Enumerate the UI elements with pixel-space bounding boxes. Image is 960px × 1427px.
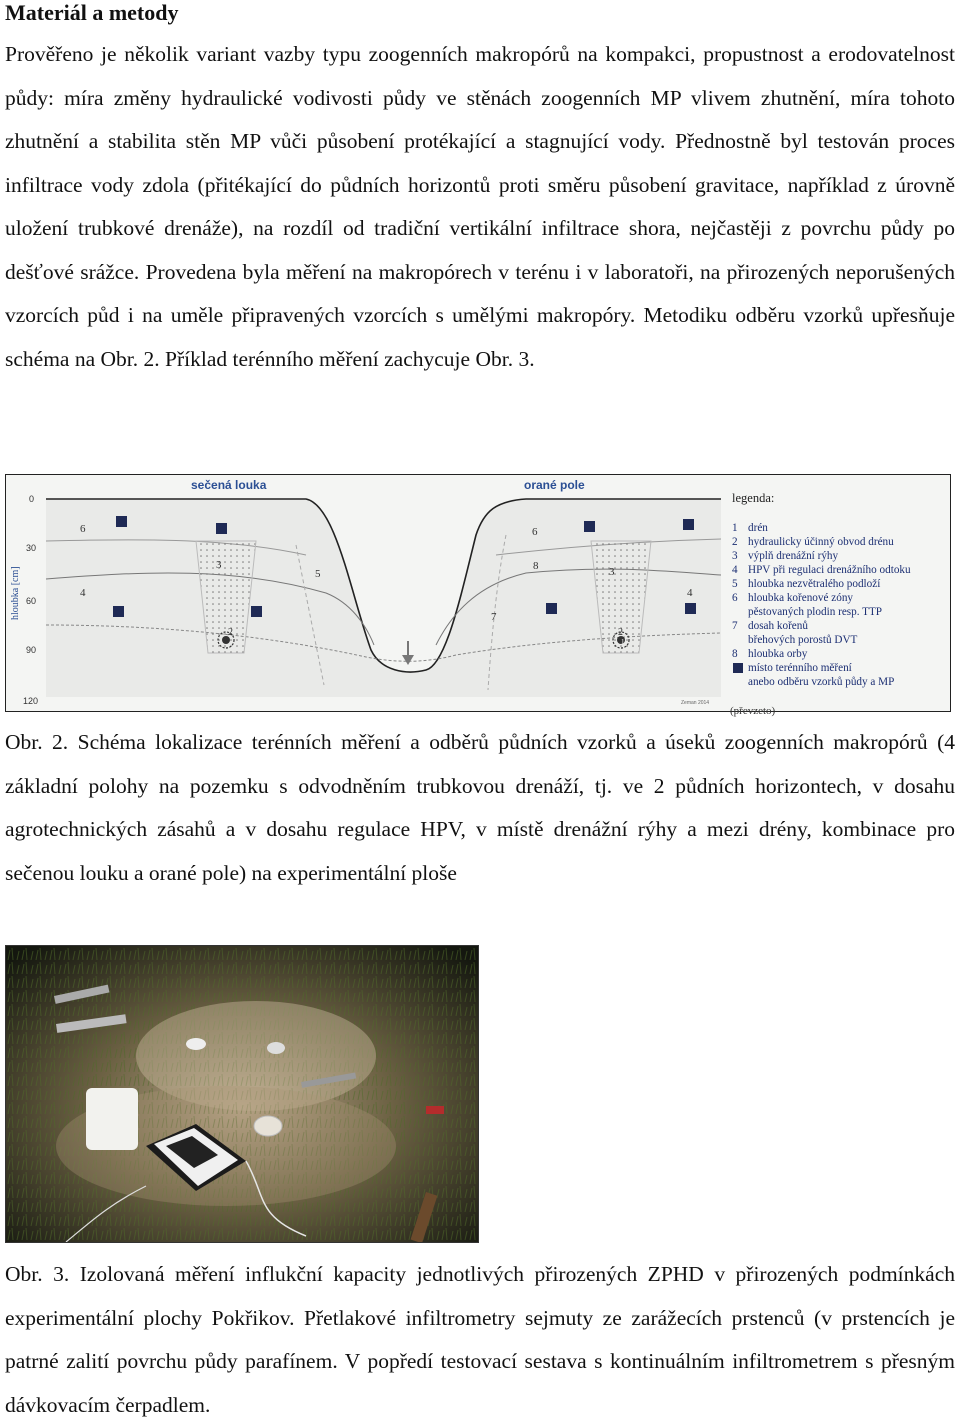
diagram-number: 6 xyxy=(532,526,538,538)
measurement-marker xyxy=(116,516,127,527)
legend-key: 6 xyxy=(732,592,738,604)
legend-text: anebo odběru vzorků půdy a MP xyxy=(748,676,895,688)
measurement-marker xyxy=(584,521,595,532)
legend-key: 4 xyxy=(732,564,738,576)
diagram-number: 2 xyxy=(618,627,623,638)
legend-text: břehových porostů DVT xyxy=(748,634,858,646)
legend-item xyxy=(732,633,958,647)
diagram-number: 7 xyxy=(491,611,497,623)
figure-2-diagram xyxy=(5,474,951,717)
legend-list xyxy=(732,521,958,689)
legend-marker-symbol xyxy=(733,663,743,673)
legend-key: 5 xyxy=(732,578,738,590)
legend-key: 1 xyxy=(732,522,738,534)
diagram-number: 1 xyxy=(621,638,625,646)
y-tick: 90 xyxy=(26,645,37,655)
legend-text: HPV při regulaci drenážního odtoku xyxy=(748,564,911,576)
diagram-number: 5 xyxy=(315,568,321,580)
label-mown-meadow: sečená louka xyxy=(191,478,267,492)
legend-key: 2 xyxy=(732,536,738,548)
measurement-marker xyxy=(113,606,124,617)
section-heading: Materiál a metody xyxy=(5,0,179,25)
y-tick: 60 xyxy=(26,596,37,606)
diagram-number: 4 xyxy=(80,587,86,599)
y-tick: 30 xyxy=(26,543,37,553)
legend-key: 7 xyxy=(732,620,738,632)
legend-item xyxy=(732,535,958,549)
diagram-number: 3 xyxy=(609,566,615,578)
measurement-marker xyxy=(251,606,262,617)
diagram-number: 4 xyxy=(687,587,693,599)
figure-2-caption: Obr. 2. Schéma lokalizace terénních měření a odběrů půdních vzorků a úseků zoogenních makropórů (4 základní polohy na pozemku s odvodněním trubkovou drenáží, tj. ve 2 půdních horizontech, v dosahu agrotechnických zásahů a v dosahu regulace HPV, v místě drenážní rýhy a mezi drény, kombinace pro sečenou louku a orané pole) na experimentální ploše xyxy=(5,730,955,885)
legend-text: dosah kořenů xyxy=(748,620,808,632)
legend-text: pěstovaných plodin resp. TTP xyxy=(748,606,883,618)
legend-item xyxy=(732,647,958,661)
label-ploughed-field: orané pole xyxy=(524,478,585,492)
legend-text: místo terénního měření xyxy=(748,662,852,674)
legend-item xyxy=(732,591,958,605)
diagram-number: 8 xyxy=(533,560,539,572)
legend-text: hloubka kořenové zóny xyxy=(748,592,854,604)
legend-item xyxy=(732,577,958,591)
legend-item xyxy=(732,563,958,577)
figure-credit: Zeman 2014 xyxy=(681,700,710,706)
legend xyxy=(722,487,954,717)
diagram-number: 3 xyxy=(216,559,222,571)
measurement-marker xyxy=(546,603,557,614)
legend-text: drén xyxy=(748,522,768,534)
legend-key: 3 xyxy=(732,550,738,562)
figure-3-caption: Obr. 3. Izolovaná měření influkční kapacity jednotlivých přirozených ZPHD v přirozených podmínkách experimentální plochy Pokřikov. Přetlakové infiltrometry sejmuty ze zarážecích prstenců (v prstencích je patrné zalití povrchu půdy parafínem. V popředí testovací sestava s kontinuálním infiltrometrem s přesným dávkovacím čerpadlem. xyxy=(5,1262,955,1417)
diagram-number: 6 xyxy=(80,523,86,535)
legend-key: 8 xyxy=(732,648,738,660)
y-tick: 0 xyxy=(29,494,35,504)
measurement-marker xyxy=(685,603,696,614)
legend-item xyxy=(732,521,958,535)
field-measurement-photo xyxy=(6,946,478,1242)
legend-item xyxy=(732,549,958,563)
legend-item xyxy=(732,605,958,619)
figure-3-photo xyxy=(5,945,479,1243)
legend-text: výplň drenážní rýhy xyxy=(748,550,839,562)
legend-item xyxy=(732,675,958,689)
legend-footnote: (převzeto) xyxy=(730,705,776,717)
legend-title: legenda: xyxy=(732,491,775,505)
legend-text: hloubka nezvětralého podloží xyxy=(748,578,881,590)
y-axis-label: hloubka [cm] xyxy=(10,566,21,620)
diagram-number: 2 xyxy=(228,627,233,638)
methods-paragraph: Prověřeno je několik variant vazby typu zoogenních makropórů na kompakci, propustnost a erodovatelnost půdy: míra změny hydraulické vodivosti půdy ve stěnách zoogenních MP vlivem zhutnění, míra tohoto zhutnění a stabilita stěn MP vůči působení protékající a stagnující vody. Přednostně byl testován proces infiltrace vody zdola (přitékající do půdních horizontů proti směru působení gravitace, například z úrovně uložení trubkové drenáže), na rozdíl od tradiční vertikální infiltrace shora, nejčastěji z povrchu půdy po dešťové srážce. Provedena byla měření na makropórech v terénu i v laboratoři, na přirozených neporušených vzorcích půd i na uměle připravených vzorcích s umělými makropóry. Metodiku odběru vzorků upřesňuje schéma na Obr. 2. Příklad terénního měření zachycuje Obr. 3. xyxy=(5,42,955,371)
legend-text: hydraulicky účinný obvod drénu xyxy=(748,536,894,548)
measurement-marker xyxy=(683,519,694,530)
legend-item xyxy=(732,619,958,633)
legend-item xyxy=(732,661,958,675)
measurement-marker xyxy=(216,523,227,534)
y-tick: 120 xyxy=(23,696,39,706)
legend-text: hloubka orby xyxy=(748,648,808,660)
